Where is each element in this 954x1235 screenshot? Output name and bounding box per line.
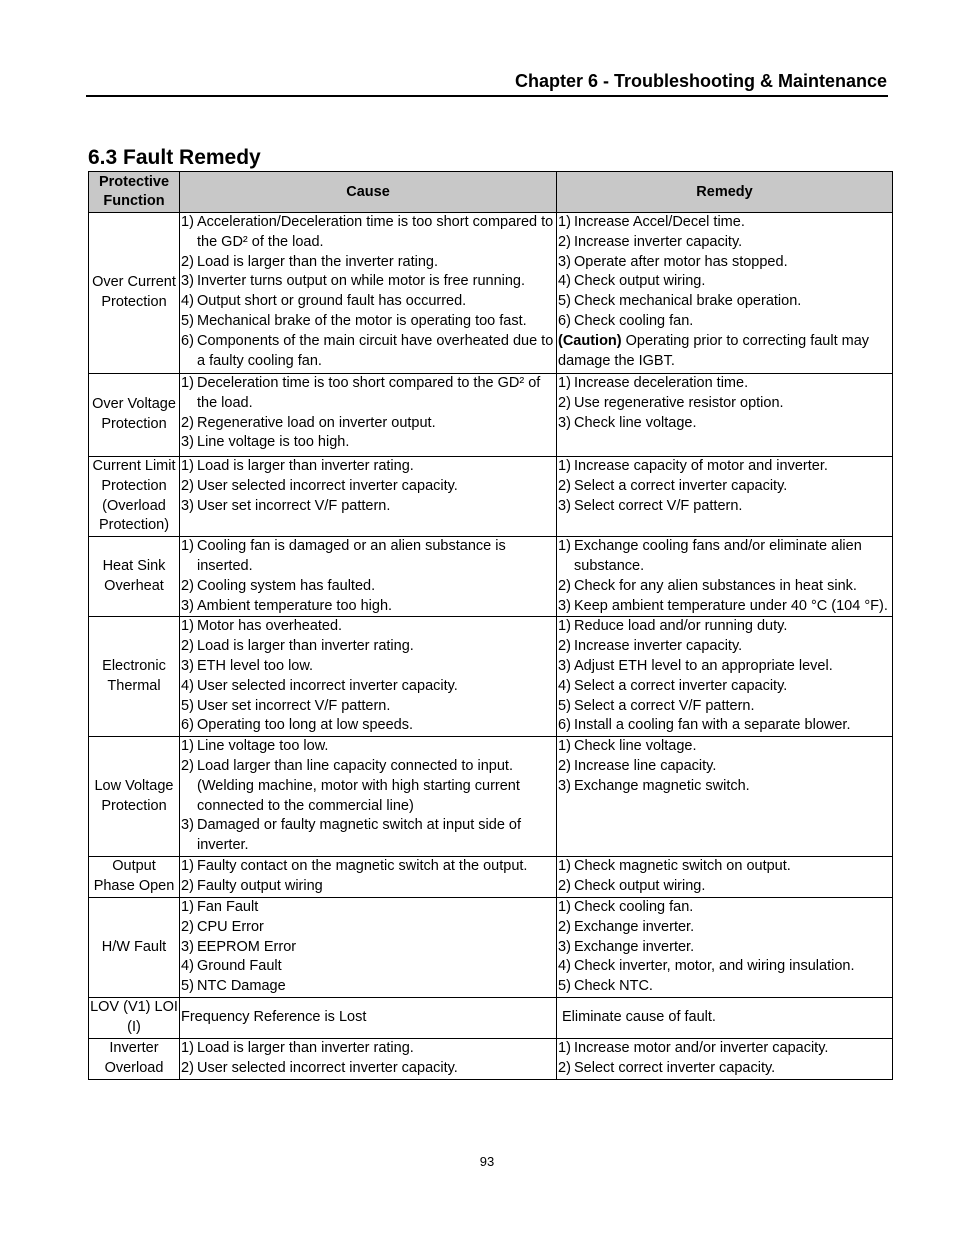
list-item [181,457,555,477]
item-text: User selected incorrect inverter capacity. [197,1059,458,1076]
item-number: 5) [558,978,571,995]
list-item [558,697,891,717]
item-number: 3) [181,938,194,955]
remedy-list [558,213,891,332]
item-text: User set incorrect V/F pattern. [197,497,391,514]
remedy-list [558,857,891,897]
list-item [558,657,891,677]
item-number: 1) [181,538,194,555]
caution-label: (Caution) [558,332,622,349]
item-number: 5) [181,697,194,714]
remedy-cell: Eliminate cause of fault. [557,997,893,1038]
table-row [89,617,893,737]
list-item [181,272,555,292]
item-number: 2) [558,477,571,494]
list-item [181,414,555,434]
item-number: 1) [558,458,571,474]
item-number: 1) [558,738,571,755]
list-item [181,253,555,273]
list-item [181,816,555,856]
item-number: 3) [558,597,571,614]
item-text: Check line voltage. [574,738,697,755]
list-item [558,716,891,736]
list-item [181,332,555,372]
list-item [558,577,891,597]
item-text: Select a correct V/F pattern. [574,697,755,714]
item-text: Fan Fault [197,898,259,915]
list-item [558,477,891,497]
item-number: 6) [558,717,571,734]
cause-list [181,857,555,897]
table-row [89,1038,893,1079]
cause-list [181,457,555,516]
cause-cell [180,457,557,537]
item-text: Check output wiring. [574,273,706,290]
list-item [558,272,891,292]
column-header-remedy: Remedy [557,172,893,213]
item-number: 2) [181,638,194,655]
item-number: 1) [181,857,194,874]
list-item [181,757,555,816]
list-item [558,414,891,434]
protective-function-cell: Low Voltage Protection [89,737,180,857]
list-item [181,537,555,577]
item-number: 2) [181,253,194,270]
cause-cell [180,737,557,857]
list-item [558,537,891,577]
remedy-list [558,537,891,616]
item-text: Load is larger than inverter rating. [197,1039,414,1056]
item-number: 4) [558,273,571,290]
item-text: Motor has overheated. [197,618,343,635]
list-item [558,737,891,757]
item-number: 4) [181,293,194,310]
item-text: Check cooling fan. [574,312,694,329]
list-item [558,253,891,273]
item-number: 2) [181,877,194,894]
remedy-cell [557,537,893,617]
list-item [558,394,891,414]
item-number: 3) [558,777,571,794]
list-item [181,957,555,977]
caution-text: Operating prior to correcting fault may damage the IGBT. [558,332,870,369]
remedy-list [558,737,891,796]
item-text: NTC Damage [197,978,286,995]
remedy-list [558,617,891,736]
item-text: Mechanical brake of the motor is operating too fast. [197,312,527,329]
remedy-list [558,374,891,433]
item-number: 2) [181,577,194,594]
item-text: Cooling fan is damaged or an alien substance is inserted. [197,538,506,574]
item-number: 6) [181,717,194,734]
item-number: 6) [181,332,194,349]
item-text: Load is larger than the inverter rating. [197,253,438,270]
item-text: Increase capacity of motor and inverter. [574,458,828,474]
item-text: Exchange cooling fans and/or eliminate alien substance. [574,538,862,574]
list-item [181,497,555,517]
item-text: Line voltage is too high. [197,434,350,451]
item-text: Deceleration time is too short compared to the GD² of the load. [197,375,541,411]
item-number: 2) [181,1059,194,1076]
item-text: Select correct inverter capacity. [574,1059,776,1076]
item-number: 1) [181,738,194,755]
list-item [181,938,555,958]
cause-list [181,737,555,856]
item-number: 2) [558,877,571,894]
item-text: Keep ambient temperature under 40 °C (104 °F). [574,597,888,614]
list-item [181,857,555,877]
item-text: EEPROM Error [197,938,297,955]
remedy-cell [557,374,893,457]
remedy-cell [557,1038,893,1079]
item-number: 6) [558,312,571,329]
remedy-list [558,1039,891,1079]
cause-list [181,537,555,616]
item-text: User selected incorrect inverter capacity. [197,477,458,494]
table-row [89,213,893,374]
fault-remedy-table [88,171,893,1080]
item-number: 4) [181,958,194,975]
list-item [181,898,555,918]
list-item [181,1059,555,1079]
protective-function-cell: Electronic Thermal [89,617,180,737]
item-text: Check magnetic switch on output. [574,857,791,874]
item-text: Reduce load and/or running duty. [574,618,788,635]
list-item [181,374,555,414]
cause-cell [180,856,557,897]
table-row [89,897,893,997]
item-text: Components of the main circuit have overheated due to a faulty cooling fan. [197,332,554,369]
item-number: 3) [181,657,194,674]
column-header-cause: Cause [180,172,557,213]
column-header-function: Protective Function [89,172,180,213]
cause-list [181,374,555,453]
item-text: Check NTC. [574,978,653,995]
item-text: Adjust ETH level to an appropriate level. [574,657,833,674]
item-number: 2) [558,638,571,655]
item-number: 3) [181,273,194,290]
item-number: 3) [558,938,571,955]
protective-function-cell: Heat Sink Overheat [89,537,180,617]
list-item [181,617,555,637]
list-item [558,1059,891,1079]
item-number: 2) [558,918,571,935]
item-number: 2) [558,577,571,594]
item-number: 1) [181,1039,194,1056]
cause-list [181,898,555,997]
item-text: Increase line capacity. [574,757,717,774]
item-number: 5) [181,312,194,329]
list-item [558,617,891,637]
list-item [558,938,891,958]
item-text: Exchange inverter. [574,918,695,935]
item-text: Check inverter, motor, and wiring insulation. [574,958,855,975]
list-item [558,637,891,657]
item-text: Increase Accel/Decel time. [574,214,745,230]
cause-list [181,1039,555,1079]
item-text: Faulty contact on the magnetic switch at the output. [197,857,528,874]
table-row [89,737,893,857]
item-number: 1) [181,214,194,230]
item-number: 1) [181,898,194,915]
cause-list [181,213,555,371]
remedy-cell [557,617,893,737]
list-item [558,233,891,253]
item-text: Damaged or faulty magnetic switch at input side of inverter. [197,817,521,854]
remedy-cell [557,897,893,997]
item-text: Check mechanical brake operation. [574,293,802,310]
item-text: Cooling system has faulted. [197,577,376,594]
cause-cell [180,897,557,997]
item-number: 3) [181,497,194,514]
item-text: Select a correct inverter capacity. [574,677,788,694]
list-item [181,213,555,253]
item-number: 1) [558,618,571,635]
list-item [558,898,891,918]
item-number: 1) [558,898,571,915]
item-number: 3) [181,817,194,834]
item-number: 5) [558,697,571,714]
item-text: Regenerative load on inverter output. [197,414,436,431]
list-item [558,497,891,517]
item-number: 1) [558,857,571,874]
item-text: Load larger than line capacity connected to input. (Welding machine, motor with high starting current connected to the commercial line) [197,757,520,814]
list-item [181,977,555,997]
item-text: Operate after motor has stopped. [574,253,788,270]
protective-function-cell: Over Voltage Protection [89,374,180,457]
item-number: 2) [558,757,571,774]
cause-cell [180,213,557,374]
item-number: 1) [558,375,571,391]
list-item [181,877,555,897]
list-item [181,716,555,736]
item-text: Exchange inverter. [574,938,695,955]
item-text: Ground Fault [197,958,282,975]
table-row [89,856,893,897]
item-number: 3) [558,253,571,270]
caution-note [558,332,891,372]
item-text: User selected incorrect inverter capacity. [197,677,458,694]
chapter-title: Chapter 6 - Troubleshooting & Maintenance [514,71,887,91]
list-item [181,637,555,657]
table-header-row [89,172,893,213]
cause-cell [180,374,557,457]
item-text: Load is larger than inverter rating. [197,458,414,474]
item-number: 1) [181,458,194,474]
protective-function-cell: Over Current Protection [89,213,180,374]
remedy-list [558,898,891,997]
list-item [181,577,555,597]
item-text: Line voltage too low. [197,738,329,755]
table-row [89,537,893,617]
remedy-cell [557,737,893,857]
protective-function-cell: Current Limit Protection (Overload Protection) [89,457,180,537]
item-text: Acceleration/Deceleration time is too short compared to the GD² of the load. [197,214,554,250]
protective-function-cell: Inverter Overload [89,1038,180,1079]
list-item [558,757,891,777]
cause-cell: Frequency Reference is Lost [180,997,557,1038]
cause-cell [180,537,557,617]
item-text: Use regenerative resistor option. [574,394,784,411]
cause-cell [180,617,557,737]
item-number: 1) [558,214,571,230]
list-item [181,292,555,312]
item-text: Install a cooling fan with a separate blower. [574,717,851,734]
remedy-cell [557,213,893,374]
list-item [558,597,891,617]
list-item [181,433,555,453]
item-text: User set incorrect V/F pattern. [197,697,391,714]
list-item [558,677,891,697]
item-number: 2) [181,757,194,774]
list-item [181,597,555,617]
item-text: Operating too long at low speeds. [197,717,414,734]
chapter-header [86,70,888,97]
item-text: Faulty output wiring [197,877,323,894]
item-text: ETH level too low. [197,657,314,674]
list-item [181,918,555,938]
remedy-cell [557,457,893,537]
item-number: 3) [558,497,571,514]
item-text: Check for any alien substances in heat sink. [574,577,857,594]
list-item [181,1039,555,1059]
item-text: Load is larger than inverter rating. [197,638,414,655]
item-number: 2) [181,477,194,494]
list-item [558,457,891,477]
item-number: 5) [558,293,571,310]
item-number: 1) [181,618,194,635]
remedy-cell [557,856,893,897]
item-text: Output short or ground fault has occurred. [197,293,467,310]
item-number: 4) [558,958,571,975]
item-number: 3) [181,434,194,451]
list-item [181,312,555,332]
protective-function-cell: LOV (V1) LOI (I) [89,997,180,1038]
item-number: 3) [558,414,571,431]
item-number: 2) [558,394,571,411]
item-number: 1) [181,375,194,391]
item-number: 1) [558,538,571,555]
item-text: Increase deceleration time. [574,375,749,391]
item-text: Ambient temperature too high. [197,597,393,614]
item-text: Select a correct inverter capacity. [574,477,788,494]
item-number: 2) [558,1059,571,1076]
item-text: Increase inverter capacity. [574,233,743,250]
cause-list [181,617,555,736]
item-text: Inverter turns output on while motor is free running. [197,273,526,290]
list-item [558,312,891,332]
remedy-list [558,457,891,516]
list-item [558,292,891,312]
list-item [558,957,891,977]
cause-cell [180,1038,557,1079]
list-item [558,857,891,877]
item-number: 1) [558,1039,571,1056]
list-item [558,213,891,233]
item-number: 3) [558,657,571,674]
protective-function-cell: Output Phase Open [89,856,180,897]
item-text: Check output wiring. [574,877,706,894]
item-text: CPU Error [197,918,264,935]
list-item [558,1039,891,1059]
item-text: Exchange magnetic switch. [574,777,750,794]
list-item [558,918,891,938]
table-row [89,374,893,457]
item-text: Select correct V/F pattern. [574,497,743,514]
item-number: 5) [181,978,194,995]
list-item [558,877,891,897]
item-number: 2) [181,414,194,431]
list-item [181,657,555,677]
table-body [89,213,893,1080]
list-item [181,677,555,697]
item-number: 4) [558,677,571,694]
item-number: 3) [181,597,194,614]
list-item [181,477,555,497]
item-number: 4) [181,677,194,694]
item-text: Increase inverter capacity. [574,638,743,655]
list-item [558,374,891,394]
item-number: 2) [558,233,571,250]
table-row [89,997,893,1038]
table-row [89,457,893,537]
item-text: Check cooling fan. [574,898,694,915]
section-title: 6.3 Fault Remedy [88,146,261,169]
list-item [558,777,891,797]
item-text: Increase motor and/or inverter capacity. [574,1039,829,1056]
page-number: 93 [479,1154,495,1169]
list-item [181,737,555,757]
protective-function-cell: H/W Fault [89,897,180,997]
list-item [558,977,891,997]
list-item [181,697,555,717]
item-number: 2) [181,918,194,935]
item-text: Check line voltage. [574,414,697,431]
